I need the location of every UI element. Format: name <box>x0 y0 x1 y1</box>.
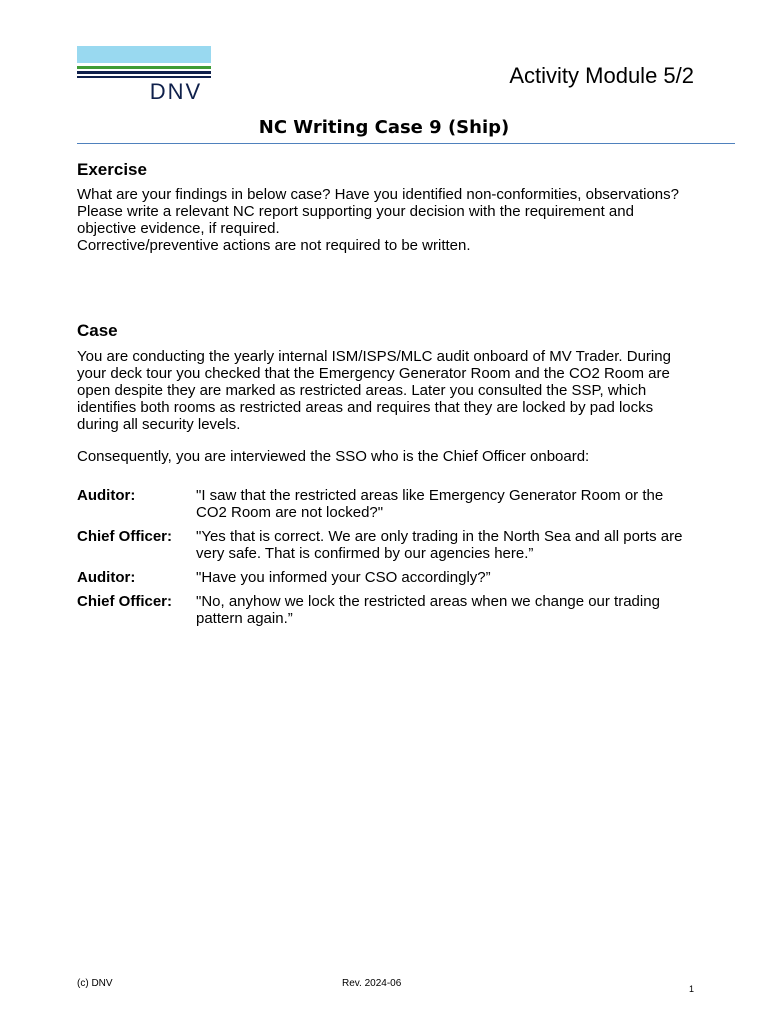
logo-band-navy-thin <box>77 76 211 78</box>
interview-dialogue <box>77 487 697 634</box>
logo-band-navy <box>77 71 211 74</box>
speaker-label: Auditor: <box>77 487 136 504</box>
speaker-quote: "No, anyhow we lock the restricted areas when we change our trading pattern again.” <box>196 593 660 627</box>
case-intro: Consequently, you are interviewed the SSO who is the Chief Officer onboard: <box>77 448 590 465</box>
speaker-label: Chief Officer: <box>77 593 173 610</box>
exercise-line: What are your findings in below case? Have you identified non-conformities, observations? <box>77 186 679 203</box>
dialogue-line <box>77 569 697 586</box>
dialogue-line <box>77 593 697 627</box>
dialogue-line <box>77 528 697 562</box>
dialogue-line <box>77 487 697 521</box>
module-label: Activity Module 5/2 <box>509 63 694 88</box>
exercise-heading: Exercise <box>77 160 147 179</box>
logo-wordmark: DNV <box>149 79 203 104</box>
exercise-line: Corrective/preventive actions are not required to be written. <box>77 237 471 254</box>
page-number: 1 <box>689 984 695 994</box>
exercise-text <box>77 186 697 254</box>
speaker-quote: "Yes that is correct. We are only trading in the North Sea and all ports are very safe. That is confirmed by our agencies here.” <box>196 528 683 562</box>
footer-revision: Rev. 2024-06 <box>342 978 402 989</box>
speaker-quote: "I saw that the restricted areas like Emergency Generator Room or the CO2 Room are not locked?" <box>196 487 664 521</box>
page-title: NC Writing Case 9 (Ship) <box>258 117 510 138</box>
footer-copyright: (c) DNV <box>77 978 113 989</box>
dnv-logo <box>77 46 211 104</box>
case-heading: Case <box>77 321 118 340</box>
speaker-label: Chief Officer: <box>77 528 173 545</box>
logo-band-light <box>77 46 211 63</box>
speaker-label: Auditor: <box>77 569 136 586</box>
title-divider <box>77 143 735 144</box>
exercise-line: Please write a relevant NC report supporting your decision with the requirement and objective evidence, if required. <box>77 203 634 237</box>
logo-band-green <box>77 66 211 69</box>
speaker-quote: "Have you informed your CSO accordingly?” <box>196 569 491 586</box>
case-paragraph: You are conducting the yearly internal ISM/ISPS/MLC audit onboard of MV Trader. During your deck tour you checked that the Emergency Generator Room and the CO2 Room are open despite they are marked as restricted areas. Later you consulted the SSP, which identifies both rooms as restricted areas and requires that they are locked by pad locks during all security levels. <box>77 348 671 433</box>
